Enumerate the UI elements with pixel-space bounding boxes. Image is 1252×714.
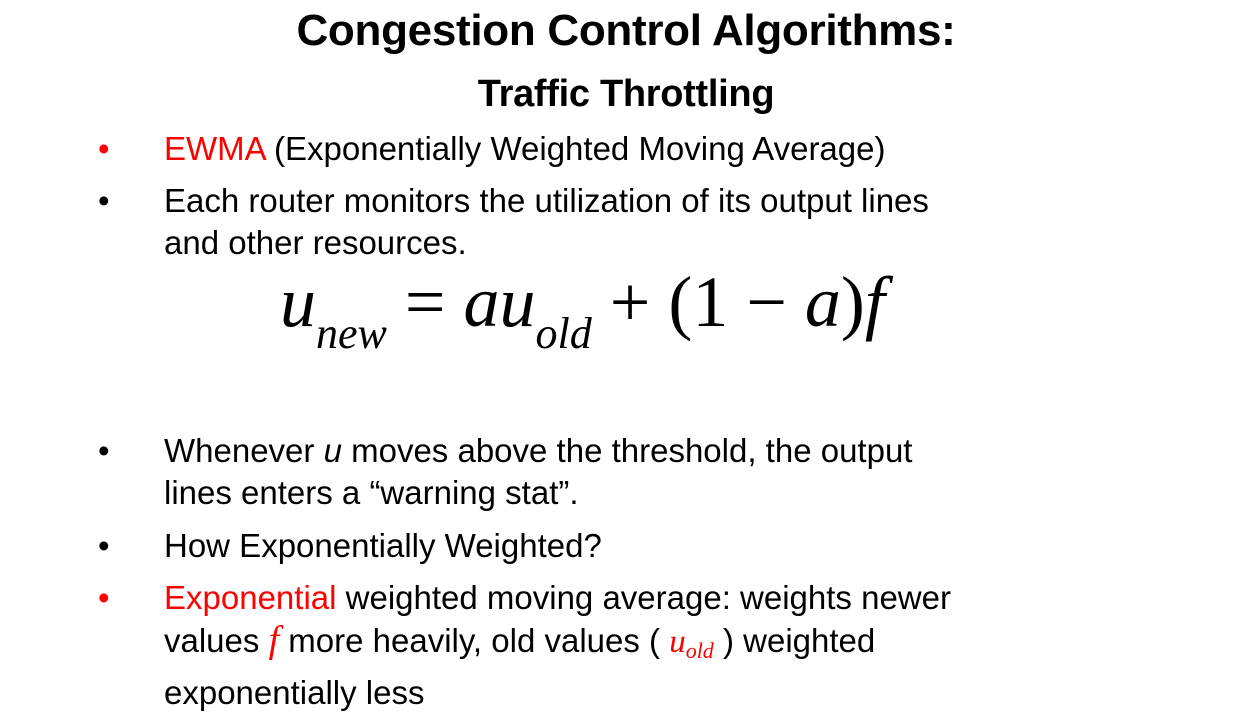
bullet-text: How Exponentially Weighted?: [164, 527, 602, 564]
bullet-line-2-pre: values: [164, 622, 269, 659]
inline-u: u: [669, 624, 686, 660]
bullet-text: [164, 430, 1234, 514]
bullet-text: [164, 577, 1234, 714]
variable-u: u: [323, 432, 342, 469]
bullet-text-rest: (Exponentially Weighted Moving Average): [264, 130, 886, 167]
formula-equals: =: [386, 262, 464, 342]
bullet-text: [164, 128, 1234, 170]
ewma-formula: [280, 262, 885, 374]
inline-sub-old: old: [685, 638, 714, 663]
highlight-ewma: EWMA: [164, 130, 265, 167]
formula-sub-old: old: [535, 309, 592, 358]
formula-u: u: [280, 262, 316, 342]
highlight-exponential: Exponential: [164, 579, 337, 616]
inline-u-old: [669, 624, 714, 663]
inline-f: f: [268, 619, 280, 661]
bullet-post: moves above the threshold, the output: [341, 432, 913, 469]
formula-a2: a: [804, 262, 841, 342]
bullet-pre: Whenever: [164, 432, 324, 469]
formula-sub-new: new: [316, 309, 387, 358]
bullet-text-rest: weighted moving average: weights newer: [336, 579, 951, 616]
slide-subtitle: Traffic Throttling: [477, 73, 775, 115]
bullet-line-3: exponentially less: [164, 674, 425, 711]
bullet-line-2-post: ) weighted: [713, 622, 876, 659]
bullet-marker: •: [98, 527, 110, 564]
formula-plus: + (1 −: [591, 262, 805, 342]
slide-title: Congestion Control Algorithms:: [296, 6, 956, 55]
formula-a: a: [463, 262, 500, 342]
bullet-marker: •: [98, 182, 110, 219]
formula-f: f: [864, 262, 885, 342]
bullet-marker: •: [98, 579, 110, 616]
bullet-marker: •: [98, 130, 110, 167]
bullet-line-2: and other resources.: [164, 224, 467, 261]
bullet-marker: •: [98, 432, 110, 469]
formula-close: ): [840, 262, 865, 342]
bullet-line-2-mid: more heavily, old values (: [279, 622, 670, 659]
bullet-line-2: lines enters a “warning stat”.: [164, 474, 579, 511]
formula-u-old: u: [499, 262, 536, 342]
bullet-line-1: Each router monitors the utilization of its output lines: [164, 182, 929, 219]
bullet-text: [164, 180, 1234, 264]
